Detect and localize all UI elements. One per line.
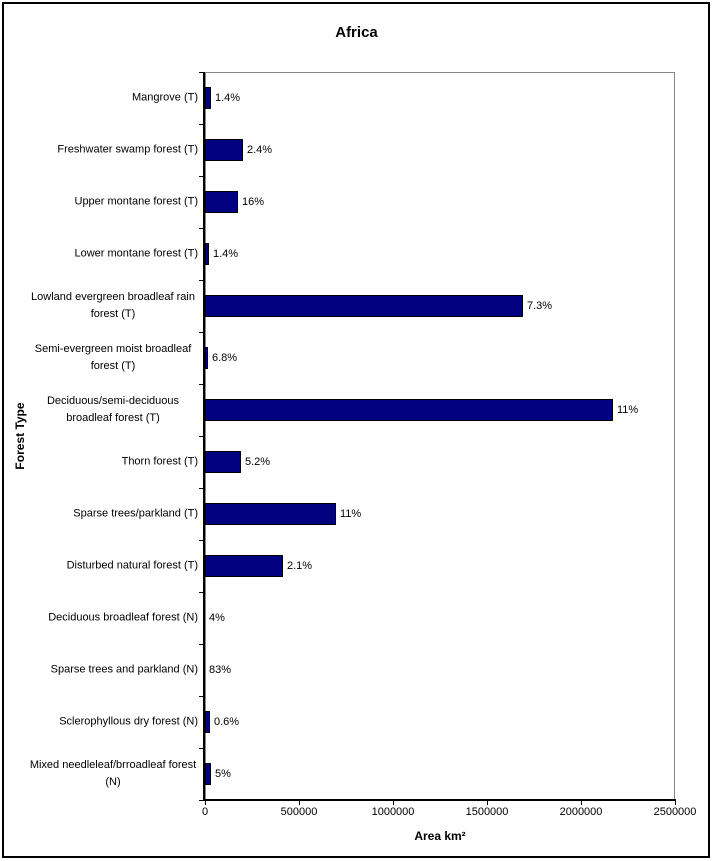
bar (205, 139, 243, 161)
y-axis-tick (199, 72, 205, 73)
x-axis-tick (393, 799, 394, 805)
category-label: Sclerophyllous dry forest (N) (59, 715, 198, 728)
y-axis-tick (199, 644, 205, 645)
bar (205, 555, 283, 577)
bar (205, 711, 210, 733)
category-label: Upper montane forest (T) (74, 195, 198, 208)
bar-value-label: 2.4% (247, 144, 273, 156)
category-label: Deciduous/semi-deciduous broadleaf forest (T) (46, 394, 180, 424)
category-label: Lowland evergreen broadleaf rain forest (T) (31, 290, 195, 320)
y-axis-tick (199, 748, 205, 749)
bar (205, 503, 336, 525)
category-label: Semi-evergreen moist broadleaf forest (T) (34, 342, 192, 372)
chart-title: Africa (335, 24, 378, 41)
y-axis-tick (199, 592, 205, 593)
x-axis-tick (675, 799, 676, 805)
y-axis-tick (199, 384, 205, 385)
bar (205, 451, 241, 473)
bar-value-label: 0.6% (214, 716, 240, 728)
y-axis-tick (199, 488, 205, 489)
y-axis-title: Forest Type (13, 402, 27, 470)
x-axis-tick-label: 1500000 (465, 806, 509, 818)
y-axis-tick (199, 332, 205, 333)
bar-value-label: 2.1% (287, 560, 313, 572)
bar (205, 243, 209, 265)
bar-value-label: 6.8% (212, 352, 238, 364)
bar-value-label: 1.4% (215, 92, 241, 104)
category-label: Sparse trees/parkland (T) (73, 507, 198, 520)
bar-value-label: 16% (242, 196, 265, 208)
x-axis-tick (581, 799, 582, 805)
bar-value-label: 5.2% (245, 456, 271, 468)
category-label: Freshwater swamp forest (T) (57, 143, 198, 156)
category-label: Sparse trees and parkland (N) (50, 663, 198, 676)
category-label: Deciduous broadleaf forest (N) (48, 611, 198, 624)
bar-value-label: 11% (340, 508, 362, 520)
x-axis-tick-label: 2000000 (559, 806, 603, 818)
x-axis-tick-label: 0 (201, 806, 209, 818)
category-label: Mangrove (T) (131, 91, 198, 104)
bar-value-label: 4% (209, 612, 225, 624)
x-axis-tick-label: 2500000 (653, 806, 697, 818)
category-label: Mixed needleleaf/brroadleaf forest (N) (29, 758, 197, 788)
x-axis-tick-label: 1000000 (371, 806, 415, 818)
x-axis-tick (205, 799, 206, 805)
x-axis-tick (487, 799, 488, 805)
x-axis-tick (299, 799, 300, 805)
bar (205, 191, 238, 213)
plot-area (205, 72, 675, 800)
bar (205, 295, 523, 317)
bar (205, 87, 211, 109)
category-label: Disturbed natural forest (T) (66, 559, 198, 572)
x-axis-title: Area km² (414, 829, 466, 843)
category-label: Thorn forest (T) (121, 455, 198, 468)
y-axis-tick (199, 124, 205, 125)
y-axis-tick (199, 540, 205, 541)
x-axis-line (203, 799, 675, 801)
x-axis-tick-label: 500000 (280, 806, 318, 818)
y-axis-tick (199, 280, 205, 281)
bar-value-label: 5% (215, 768, 231, 780)
bar-value-label: 83% (209, 664, 232, 676)
y-axis-tick (199, 696, 205, 697)
bar (205, 763, 211, 785)
bar-value-label: 11% (617, 404, 639, 416)
y-axis-tick (199, 436, 205, 437)
bar-value-label: 7.3% (527, 300, 553, 312)
bar (205, 399, 613, 421)
bar-value-label: 1.4% (213, 248, 239, 260)
bar (205, 347, 208, 369)
category-label: Lower montane forest (T) (74, 247, 198, 260)
y-axis-tick (199, 176, 205, 177)
y-axis-tick (199, 228, 205, 229)
